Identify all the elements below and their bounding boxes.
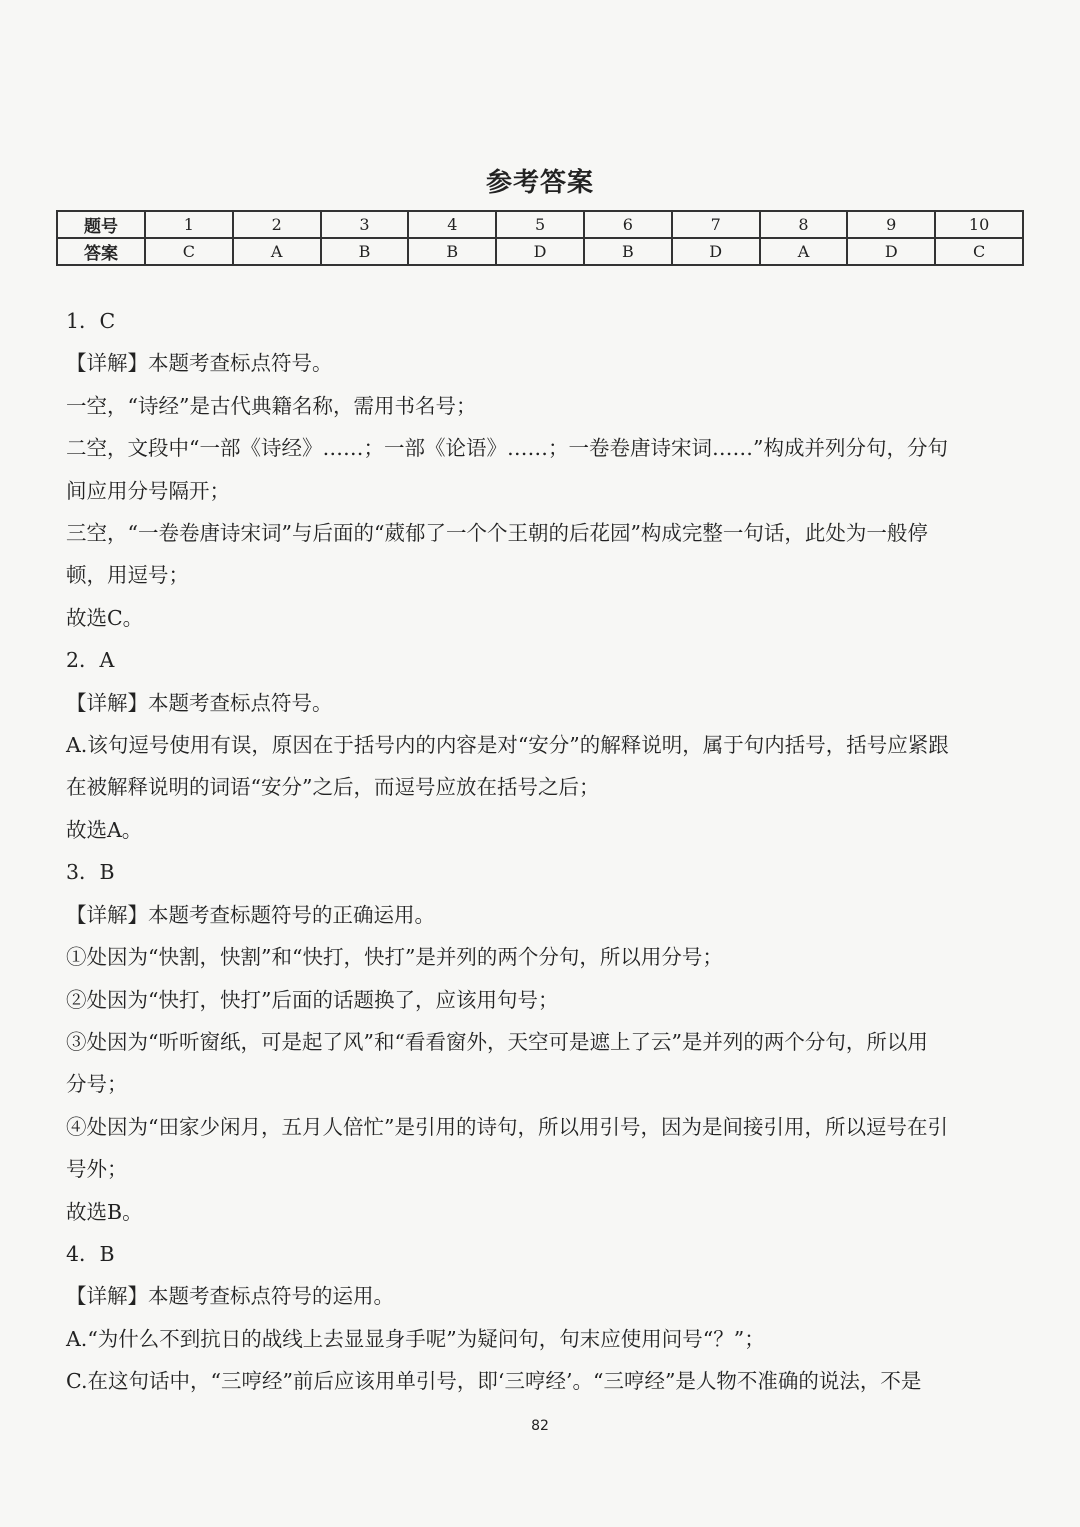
answer-cell: D <box>496 238 584 265</box>
question-number: 2 <box>233 211 321 238</box>
answer-heading: 3．B <box>66 860 115 885</box>
answer-row <box>57 238 1023 265</box>
explanation-label: 【详解】本题考查标点符号。 <box>66 690 333 715</box>
question-number: 7 <box>672 211 760 238</box>
conclusion-line: 故选B。 <box>66 1199 143 1224</box>
explanation-line: ②处因为“快打，快打”后面的话题换了，应该用句号； <box>66 987 559 1012</box>
explanation-line: 顿，用逗号； <box>66 563 189 588</box>
explanation-line: 号外； <box>66 1157 128 1182</box>
explanation-label: 【详解】本题考查标点符号。 <box>66 351 333 376</box>
page-title: 参考答案 <box>485 168 594 198</box>
conclusion-line: 故选A。 <box>66 817 143 842</box>
answer-cell: B <box>321 238 409 265</box>
answer-heading: 4．B <box>66 1241 115 1266</box>
answer-heading: 1．C <box>66 309 116 333</box>
answer-cell: A <box>760 238 848 265</box>
question-number: 10 <box>935 211 1023 238</box>
answer-table <box>56 210 1024 266</box>
question-number: 5 <box>496 211 584 238</box>
question-number: 9 <box>847 211 935 238</box>
answer-cell: C <box>935 238 1023 265</box>
conclusion-line: 故选C。 <box>66 605 144 630</box>
answer-cell: D <box>672 238 760 265</box>
explanation-label: 【详解】本题考查标点符号的运用。 <box>66 1284 394 1309</box>
answer-cell: C <box>145 238 233 265</box>
explanation-line: 间应用分号隔开； <box>66 478 230 503</box>
explanation-line: ④处因为“田家少闲月，五月人倍忙”是引用的诗句，所以用引号，因为是间接引用，所以逗号在引 <box>66 1114 948 1139</box>
explanation-line: A.该句逗号使用有误，原因在于括号内的内容是对“安分”的解释说明，属于句内括号，括号应紧跟 <box>66 733 949 758</box>
question-number: 4 <box>408 211 496 238</box>
answer-cell: B <box>584 238 672 265</box>
answer-cell: B <box>408 238 496 265</box>
question-number: 8 <box>760 211 848 238</box>
number-row <box>57 211 1023 238</box>
explanation-line: 三空，“一卷卷唐诗宋词”与后面的“葳郁了一个个王朝的后花园”构成完整一句话，此处为一般停 <box>66 521 928 546</box>
explanation-label: 【详解】本题考查标题符号的正确运用。 <box>66 902 435 927</box>
answer-cell: D <box>847 238 935 265</box>
explanation-line: 在被解释说明的词语“安分”之后，而逗号应放在括号之后； <box>66 775 600 800</box>
question-number: 6 <box>584 211 672 238</box>
explanation-line: ①处因为“快割，快割”和“快打，快打”是并列的两个分句，所以用分号； <box>66 945 723 970</box>
question-number: 3 <box>321 211 409 238</box>
explanation-line: C.在这句话中，“三哼经”前后应该用单引号，即‘三哼经’。“三哼经”是人物不准确的说法，不是 <box>66 1369 922 1394</box>
explanation-line: ③处因为“听听窗纸，可是起了风”和“看看窗外，天空可是遮上了云”是并列的两个分句，所以用 <box>66 1029 928 1054</box>
answer-explanations <box>66 300 1026 1403</box>
answer-heading: 2．A <box>66 648 115 673</box>
answer-cell: A <box>233 238 321 265</box>
row-label-number: 题号 <box>57 211 145 238</box>
explanation-line: 一空，“诗经”是古代典籍名称，需用书名号； <box>66 393 477 418</box>
question-number: 1 <box>145 211 233 238</box>
page-number: 82 <box>531 1418 549 1434</box>
row-label-answer: 答案 <box>57 238 145 265</box>
explanation-line: 分号； <box>66 1072 128 1097</box>
explanation-line: A.“为什么不到抗日的战线上去显显身手呢”为疑问句，句末应使用问号“？”； <box>66 1326 765 1351</box>
explanation-line: 二空，文段中“一部《诗经》……；一部《论语》……；一卷卷唐诗宋词……”构成并列分句，分句 <box>66 436 948 461</box>
